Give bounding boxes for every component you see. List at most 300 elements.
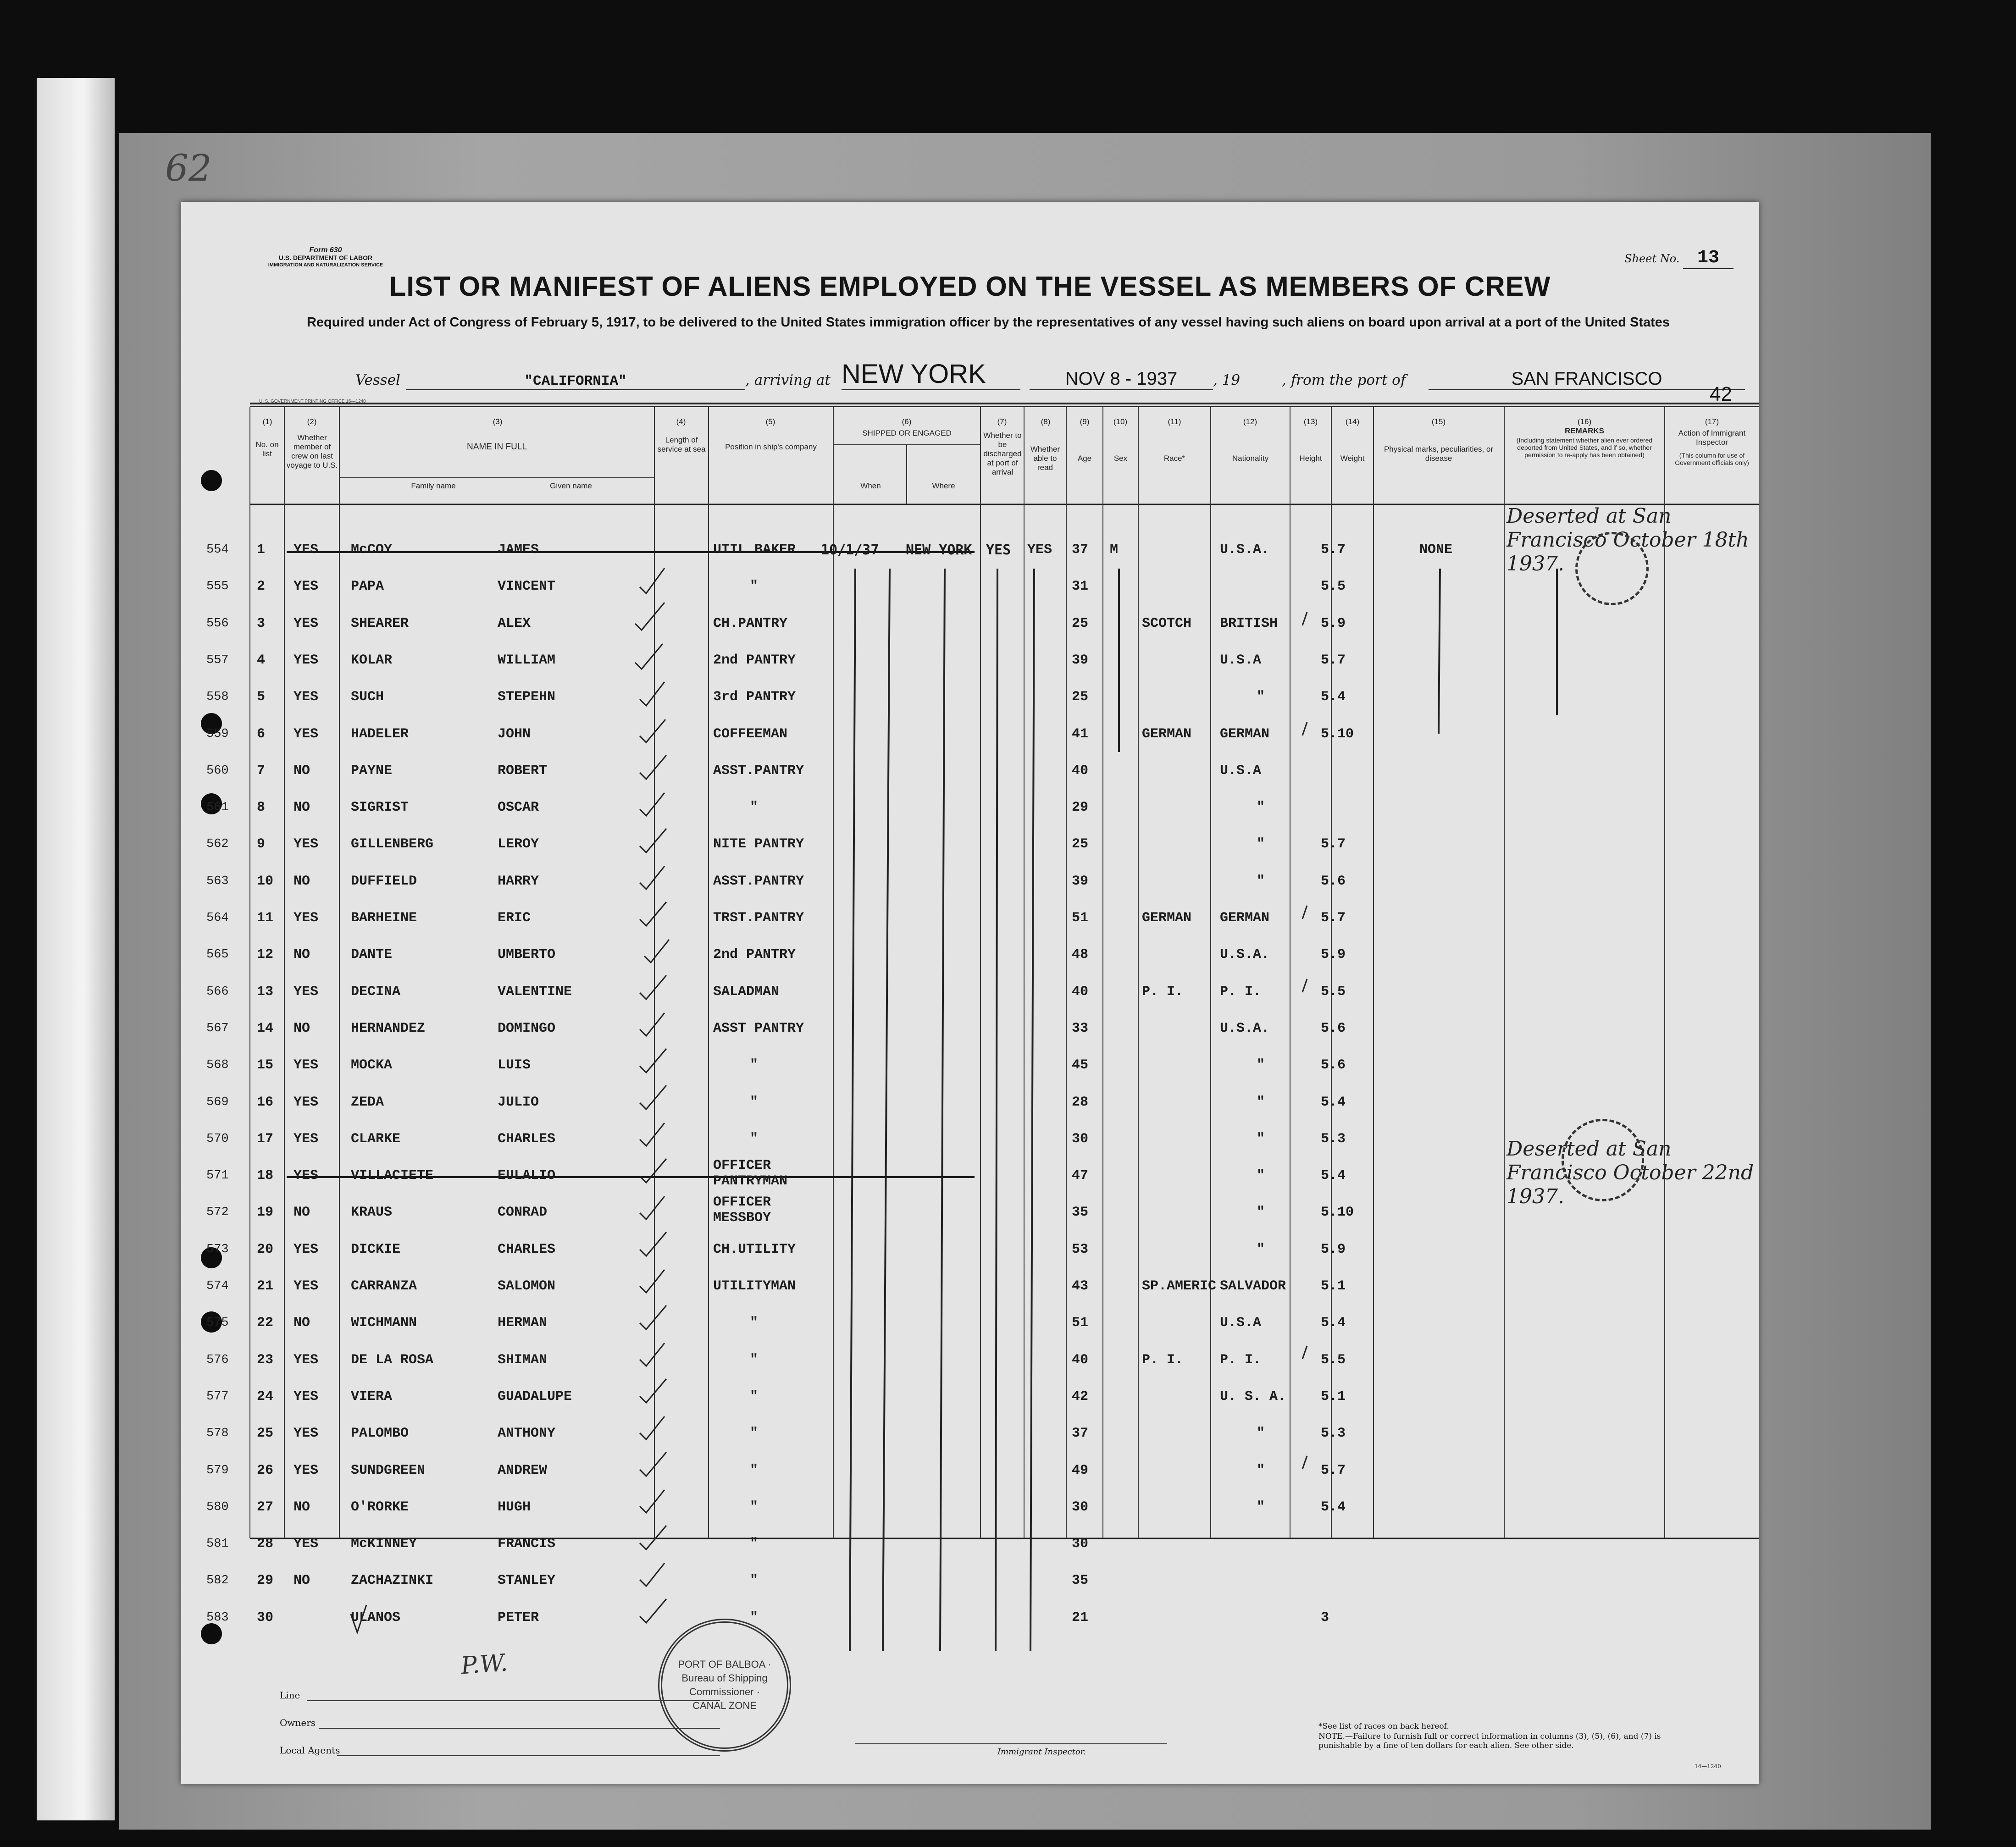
cell-given-name: VALENTINE [498, 984, 572, 1000]
cell-age: 37 [1072, 1426, 1089, 1442]
cell-given-name: CHARLES [498, 1241, 556, 1257]
board-mark: 62 [165, 147, 212, 189]
header-discharged: Whether to be discharged at port of arrival [983, 431, 1022, 476]
cell-age: 41 [1072, 726, 1089, 742]
ledger-number: 568 [206, 1058, 229, 1073]
cell-row-number: 22 [257, 1315, 274, 1331]
cell-position: UTIL.BAKER [713, 542, 796, 558]
cell-age: 47 [1072, 1168, 1089, 1184]
header-position: Position in ship's company [725, 442, 817, 451]
cell-family-name: DE LA ROSA [351, 1352, 434, 1368]
ledger-number: 567 [206, 1021, 229, 1035]
cell-previous-voyage: YES [294, 1241, 319, 1257]
cell-age: 42 [1072, 1388, 1089, 1405]
header-remarks: REMARKS [1565, 426, 1604, 435]
ledger-number: 563 [206, 874, 229, 888]
cell-given-name: HARRY [498, 873, 539, 889]
cell-height: 5.1 [1321, 1278, 1346, 1294]
cell-family-name: SUNDGREEN [351, 1462, 426, 1478]
cell-position: " [750, 800, 759, 816]
col-num-3: (3) [493, 417, 503, 426]
cell-age: 25 [1072, 689, 1089, 705]
cell-height: 5.7 [1321, 836, 1346, 852]
footer-agents-field [337, 1755, 720, 1756]
cell-position: " [750, 1499, 759, 1515]
header-length-of-service: Length of service at sea [657, 436, 706, 453]
cell-position: " [750, 1426, 759, 1442]
cell-race: GERMAN [1142, 910, 1192, 926]
col-num-17: (17) [1705, 417, 1719, 426]
cell-age: 40 [1072, 763, 1089, 779]
cell-given-name: PETER [498, 1609, 539, 1626]
cell-position: " [750, 1536, 759, 1552]
penalty-note: NOTE.—Failure to furnish full or correct information in columns (3), (5), (6), and (7) is punishable by a fine of ten dollars for each alien. See other side. [1318, 1732, 1661, 1750]
remark-row-1: Deserted at San Francisco October 18th 1937. [1506, 504, 1749, 575]
ledger-number: 571 [206, 1169, 229, 1183]
cell-row-number: 29 [257, 1573, 274, 1589]
cell-family-name: DANTE [351, 947, 393, 963]
cell-given-name: HERMAN [498, 1315, 548, 1331]
cell-position: " [750, 1462, 759, 1478]
vessel-line [355, 360, 1699, 392]
cell-previous-voyage: NO [294, 1573, 310, 1589]
ledger-number: 583 [206, 1610, 229, 1625]
punch-hole [201, 1623, 222, 1644]
header-race: Race* [1163, 454, 1185, 463]
cell-row-number: 6 [257, 726, 266, 742]
ledger-number: 565 [206, 948, 229, 962]
col-num-14: (14) [1345, 417, 1360, 426]
deserted-stamp-1 [1575, 532, 1649, 605]
cell-given-name: CHARLES [498, 1131, 556, 1147]
cell-family-name: KOLAR [351, 652, 393, 668]
page-title: LIST OR MANIFEST OF ALIENS EMPLOYED ON THE VESSEL AS MEMBERS OF CREW [389, 271, 1551, 302]
inspector-label: Immigrant Inspector. [997, 1747, 1086, 1757]
cell-age: 39 [1072, 873, 1089, 889]
cell-discharged: YES [986, 542, 1011, 558]
cell-nationality: " [1257, 873, 1265, 889]
cell-given-name: HUGH [498, 1499, 531, 1515]
cell-family-name: KRAUS [351, 1205, 393, 1221]
cell-given-name: ROBERT [498, 763, 548, 779]
cell-previous-voyage: NO [294, 947, 310, 963]
cell-nationality: " [1257, 1057, 1265, 1073]
cell-shipped-when: 10/1/37 [821, 542, 879, 558]
cell-position: ASST.PANTRY [713, 763, 804, 779]
sheet-number-label: Sheet No. [1624, 252, 1680, 265]
cell-nationality: " [1257, 1499, 1265, 1515]
cell-position: NITE PANTRY [713, 836, 804, 852]
cell-height: 5.7 [1321, 542, 1346, 558]
cell-nationality: U.S.A [1220, 1315, 1262, 1331]
ledger-number: 570 [206, 1132, 229, 1146]
year-label: , 19 [1213, 372, 1241, 388]
cell-nationality: " [1257, 1205, 1265, 1221]
cell-age: 30 [1072, 1131, 1089, 1147]
form-identifier [250, 247, 401, 269]
cell-row-number: 7 [257, 763, 266, 779]
cell-family-name: VIERA [351, 1388, 393, 1405]
cell-height: 5.7 [1321, 910, 1346, 926]
col-num-7: (7) [997, 417, 1007, 426]
cell-family-name: GILLENBERG [351, 836, 434, 852]
cell-previous-voyage: YES [294, 1131, 319, 1147]
cell-previous-voyage: YES [294, 1057, 319, 1073]
header-shipped-engaged: SHIPPED OR ENGAGED [862, 429, 952, 437]
ledger-number: 580 [206, 1500, 229, 1514]
cell-nationality: U.S.A. [1220, 1020, 1270, 1036]
cell-height: 5.4 [1321, 1094, 1346, 1110]
cell-family-name: BARHEINE [351, 910, 417, 926]
ledger-number: 562 [206, 837, 229, 852]
binder-edge [37, 78, 115, 1820]
cell-family-name: HERNANDEZ [351, 1020, 426, 1036]
footer-agents-label: Local Agents [280, 1745, 340, 1756]
cell-given-name: UMBERTO [498, 947, 556, 963]
cell-position: " [750, 1573, 759, 1589]
cell-family-name: McKINNEY [351, 1536, 417, 1552]
ledger-number: 559 [206, 727, 229, 741]
cell-row-number: 26 [257, 1462, 274, 1478]
cell-given-name: GUADALUPE [498, 1388, 572, 1405]
arrival-port: NEW YORK [842, 359, 1020, 390]
ledger-number: 573 [206, 1242, 229, 1256]
cell-row-number: 3 [257, 615, 266, 631]
cell-position: " [750, 1352, 759, 1368]
cell-given-name: STEPEHN [498, 689, 556, 705]
cell-position: 2nd PANTRY [713, 652, 796, 668]
cell-family-name: DICKIE [351, 1241, 401, 1257]
ledger-number: 582 [206, 1574, 229, 1588]
cell-race: GERMAN [1142, 726, 1192, 742]
footer-owners-label: Owners [280, 1717, 316, 1728]
header-weight: Weight [1340, 454, 1365, 463]
cell-age: 31 [1072, 579, 1089, 595]
vessel-name: "CALIFORNIA" [406, 373, 745, 390]
col-num-5: (5) [765, 417, 775, 426]
cell-previous-voyage: NO [294, 1020, 310, 1036]
cell-row-number: 23 [257, 1352, 274, 1368]
cell-given-name: WILLIAM [498, 652, 556, 668]
cell-nationality: " [1257, 836, 1265, 852]
cell-age: 37 [1072, 542, 1089, 558]
cell-row-number: 30 [257, 1609, 274, 1626]
cell-height: 5.3 [1321, 1426, 1346, 1442]
cell-given-name: VINCENT [498, 579, 556, 595]
cell-row-number: 14 [257, 1020, 274, 1036]
cell-previous-voyage: YES [294, 579, 319, 595]
header-previous-voyage: Whether member of crew on last voyage to U.S. [286, 433, 338, 470]
corner-number: 42 [1710, 383, 1732, 405]
cell-age: 35 [1072, 1573, 1089, 1589]
cell-family-name: SIGRIST [351, 800, 409, 816]
header-no-on-list: No. on list [255, 440, 279, 458]
cell-age: 21 [1072, 1609, 1089, 1626]
header-name-in-full: NAME IN FULL [467, 442, 527, 452]
cell-previous-voyage: YES [294, 1094, 319, 1110]
cell-given-name: EULALIO [498, 1168, 556, 1184]
col-num-10: (10) [1113, 417, 1128, 426]
cell-previous-voyage: YES [294, 1278, 319, 1294]
cell-shipped-where: NEW YORK [906, 542, 972, 558]
cell-age: 40 [1072, 1352, 1089, 1368]
footer-owners-field [319, 1728, 720, 1729]
cell-age: 40 [1072, 984, 1089, 1000]
cell-previous-voyage: YES [294, 1388, 319, 1405]
cell-able-to-read: YES [1027, 542, 1052, 558]
punch-hole [201, 470, 222, 491]
cell-position: SALADMAN [713, 984, 780, 1000]
form-department: U.S. DEPARTMENT OF LABOR [278, 254, 373, 261]
cell-race: P. I. [1142, 984, 1184, 1000]
cell-height: 5.9 [1321, 615, 1346, 631]
cell-height: 5.4 [1321, 1168, 1346, 1184]
cell-given-name: DOMINGO [498, 1020, 556, 1036]
cell-height: 3 [1321, 1609, 1329, 1626]
cell-height: 5.9 [1321, 1241, 1346, 1257]
deserted-stamp-2 [1562, 1119, 1644, 1201]
header-sex: Sex [1113, 454, 1128, 463]
cell-given-name: SALOMON [498, 1278, 556, 1294]
cell-row-number: 2 [257, 579, 266, 595]
cell-height: 5.6 [1321, 1020, 1346, 1036]
cell-family-name: CLARKE [351, 1131, 401, 1147]
cell-row-number: 10 [257, 873, 274, 889]
cell-age: 30 [1072, 1499, 1089, 1515]
cell-given-name: LEROY [498, 836, 539, 852]
cell-nationality: GERMAN [1220, 910, 1270, 926]
ledger-number: 566 [206, 984, 229, 999]
cell-family-name: ZACHAZINKI [351, 1573, 434, 1589]
cell-family-name: ULANOS [351, 1609, 401, 1626]
cell-previous-voyage: YES [294, 1426, 319, 1442]
header-where: Where [932, 481, 955, 490]
cell-nationality: U.S.A. [1220, 542, 1270, 558]
cell-age: 39 [1072, 652, 1089, 668]
ledger-number: 575 [206, 1316, 229, 1330]
cell-family-name: WICHMANN [351, 1315, 417, 1331]
cell-position: " [750, 579, 759, 595]
ledger-number: 558 [206, 690, 229, 704]
cell-physical-marks: NONE [1419, 542, 1453, 558]
cell-family-name: McCOY [351, 542, 393, 558]
cell-nationality: U.S.A [1220, 652, 1262, 668]
ledger-number: 574 [206, 1279, 229, 1293]
cell-previous-voyage: YES [294, 910, 319, 926]
cell-row-number: 11 [257, 910, 274, 926]
cell-previous-voyage: YES [294, 689, 319, 705]
cell-age: 43 [1072, 1278, 1089, 1294]
header-nationality: Nationality [1232, 454, 1269, 463]
cell-nationality: " [1257, 1241, 1265, 1257]
from-port: SAN FRANCISCO [1429, 369, 1745, 390]
cell-previous-voyage: YES [294, 652, 319, 668]
header-able-to-read: Whether able to read [1030, 445, 1060, 472]
cell-row-number: 28 [257, 1536, 274, 1552]
cell-given-name: ALEX [498, 615, 531, 631]
inspector-signature-line [855, 1743, 1167, 1744]
cell-previous-voyage: YES [294, 1352, 319, 1368]
cell-nationality: BRITISH [1220, 615, 1278, 631]
cell-family-name: VILLACIETE [351, 1168, 434, 1184]
cell-nationality: GERMAN [1220, 726, 1270, 742]
col-num-12: (12) [1243, 417, 1257, 426]
ledger-number: 561 [206, 801, 229, 815]
cell-age: 51 [1072, 1315, 1089, 1331]
cell-previous-voyage: NO [294, 1205, 310, 1221]
cell-age: 29 [1072, 800, 1089, 816]
ledger-number: 564 [206, 911, 229, 925]
cell-height: 5.5 [1321, 1352, 1346, 1368]
form-service: IMMIGRATION AND NATURALIZATION SERVICE [268, 262, 383, 268]
ledger-number: 577 [206, 1389, 229, 1404]
ledger-number: 555 [206, 580, 229, 594]
cell-family-name: SHEARER [351, 615, 409, 631]
cell-row-number: 5 [257, 689, 266, 705]
col-num-4: (4) [676, 417, 686, 426]
cell-nationality: SALVADOR [1220, 1278, 1286, 1294]
cell-family-name: PALOMBO [351, 1426, 409, 1442]
cell-age: 51 [1072, 910, 1089, 926]
cell-row-number: 8 [257, 800, 266, 816]
cell-row-number: 15 [257, 1057, 274, 1073]
cell-position: CH.UTILITY [713, 1241, 796, 1257]
cell-nationality: P. I. [1220, 984, 1262, 1000]
cell-given-name: LUIS [498, 1057, 531, 1073]
cell-position: " [750, 1388, 759, 1405]
sheet-number-value: 13 [1683, 248, 1734, 269]
cell-given-name: OSCAR [498, 800, 539, 816]
header-height: Height [1299, 454, 1322, 463]
cell-row-number: 9 [257, 836, 266, 852]
cell-nationality: U.S.A. [1220, 947, 1270, 963]
col-num-2: (2) [307, 417, 317, 426]
cell-position: " [750, 1609, 759, 1626]
cell-previous-voyage: YES [294, 1462, 319, 1478]
cell-age: 53 [1072, 1241, 1089, 1257]
cell-family-name: DECINA [351, 984, 401, 1000]
sheet-number-field [1624, 248, 1734, 269]
cell-row-number: 27 [257, 1499, 274, 1515]
col-num-8: (8) [1041, 417, 1051, 426]
cell-age: 35 [1072, 1205, 1089, 1221]
ledger-number: 554 [206, 543, 229, 557]
cell-given-name: JAMES [498, 542, 539, 558]
cell-nationality: " [1257, 800, 1265, 816]
cell-nationality: " [1257, 1462, 1265, 1478]
cell-previous-voyage: YES [294, 542, 319, 558]
ledger-number: 581 [206, 1537, 229, 1551]
cell-height: 5.5 [1321, 984, 1346, 1000]
cell-race: P. I. [1142, 1352, 1184, 1368]
cell-family-name: PAPA [351, 579, 384, 595]
cell-family-name: SUCH [351, 689, 384, 705]
cell-position: " [750, 1315, 759, 1331]
ledger-number: 557 [206, 653, 229, 667]
form-number: Form 630 [309, 246, 342, 254]
footer-line-label: Line [280, 1690, 300, 1701]
col-num-6: (6) [902, 417, 912, 426]
cell-previous-voyage: YES [294, 984, 319, 1000]
cell-nationality: " [1257, 1094, 1265, 1110]
cell-family-name: O'RORKE [351, 1499, 409, 1515]
vessel-label: Vessel [355, 372, 400, 388]
cell-age: 25 [1072, 615, 1089, 631]
cell-position: TRST.PANTRY [713, 910, 804, 926]
ledger-number: 556 [206, 616, 229, 630]
cell-position: ASST.PANTRY [713, 873, 804, 889]
cell-previous-voyage: YES [294, 726, 319, 742]
cell-row-number: 1 [257, 542, 266, 558]
cell-previous-voyage: NO [294, 1315, 310, 1331]
col-num-16: (16) [1577, 417, 1592, 426]
arriving-label: , arriving at [745, 372, 831, 388]
col-num-11: (11) [1168, 417, 1181, 426]
from-port-label: , from the port of [1282, 372, 1406, 388]
col-num-1: (1) [262, 417, 272, 426]
cell-given-name: FRANCIS [498, 1536, 556, 1552]
port-stamp: PORT OF BALBOA · Bureau of Shipping Commissioner · CANAL ZONE [658, 1619, 791, 1752]
cell-position: COFFEEMAN [713, 726, 788, 742]
cell-height: 5.7 [1321, 1462, 1346, 1478]
cell-position: ASST PANTRY [713, 1020, 804, 1036]
remark-row-18: Deserted at San Francisco October 22nd 1937. [1506, 1137, 1754, 1208]
col-num-13: (13) [1303, 417, 1318, 426]
cell-height: 5.1 [1321, 1388, 1346, 1405]
cell-row-number: 18 [257, 1168, 274, 1184]
cell-position: " [750, 1094, 759, 1110]
arrival-date: NOV 8 - 1937 [1030, 369, 1213, 390]
header-given-name: Given name [550, 481, 592, 490]
cell-position: OFFICER MESSBOY [713, 1194, 771, 1226]
cell-given-name: JULIO [498, 1094, 539, 1110]
cell-height: 5.9 [1321, 947, 1346, 963]
ledger-number: 578 [206, 1427, 229, 1441]
cell-race: SCOTCH [1142, 615, 1192, 631]
ledger-number: 572 [206, 1206, 229, 1220]
cell-row-number: 17 [257, 1131, 274, 1147]
cell-position: 2nd PANTRY [713, 947, 796, 963]
cell-position: UTILITYMAN [713, 1278, 796, 1294]
cell-previous-voyage: YES [294, 836, 319, 852]
header-when: When [860, 481, 881, 490]
cell-height: 5.4 [1321, 1499, 1346, 1515]
cell-age: 45 [1072, 1057, 1089, 1073]
cell-previous-voyage: NO [294, 800, 310, 816]
row-1-strikethrough [287, 551, 975, 553]
cell-height: 5.5 [1321, 579, 1346, 595]
cell-position: CH.PANTRY [713, 615, 788, 631]
cell-given-name: CONRAD [498, 1205, 548, 1221]
cell-row-number: 4 [257, 652, 266, 668]
cell-height: 5.6 [1321, 873, 1346, 889]
header-age: Age [1077, 454, 1092, 463]
page-subtitle: Required under Act of Congress of February 5, 1917, to be delivered to the United States immigration officer by the representatives of any vessel having such aliens on board upon arrival at a port of the United States [306, 315, 1670, 330]
cell-height: 5.3 [1321, 1131, 1346, 1147]
cell-sex: M [1110, 542, 1119, 558]
cell-nationality: " [1257, 1131, 1265, 1147]
cell-position: 3rd PANTRY [713, 689, 796, 705]
cell-family-name: PAYNE [351, 763, 393, 779]
cell-nationality: " [1257, 1426, 1265, 1442]
cell-family-name: CARRANZA [351, 1278, 417, 1294]
cell-row-number: 20 [257, 1241, 274, 1257]
ledger-number: 560 [206, 763, 229, 778]
cell-given-name: ANDREW [498, 1462, 548, 1478]
cell-position: OFFICER PANTRYMAN [713, 1158, 788, 1189]
cell-nationality: P. I. [1220, 1352, 1262, 1368]
cell-nationality: " [1257, 689, 1265, 705]
